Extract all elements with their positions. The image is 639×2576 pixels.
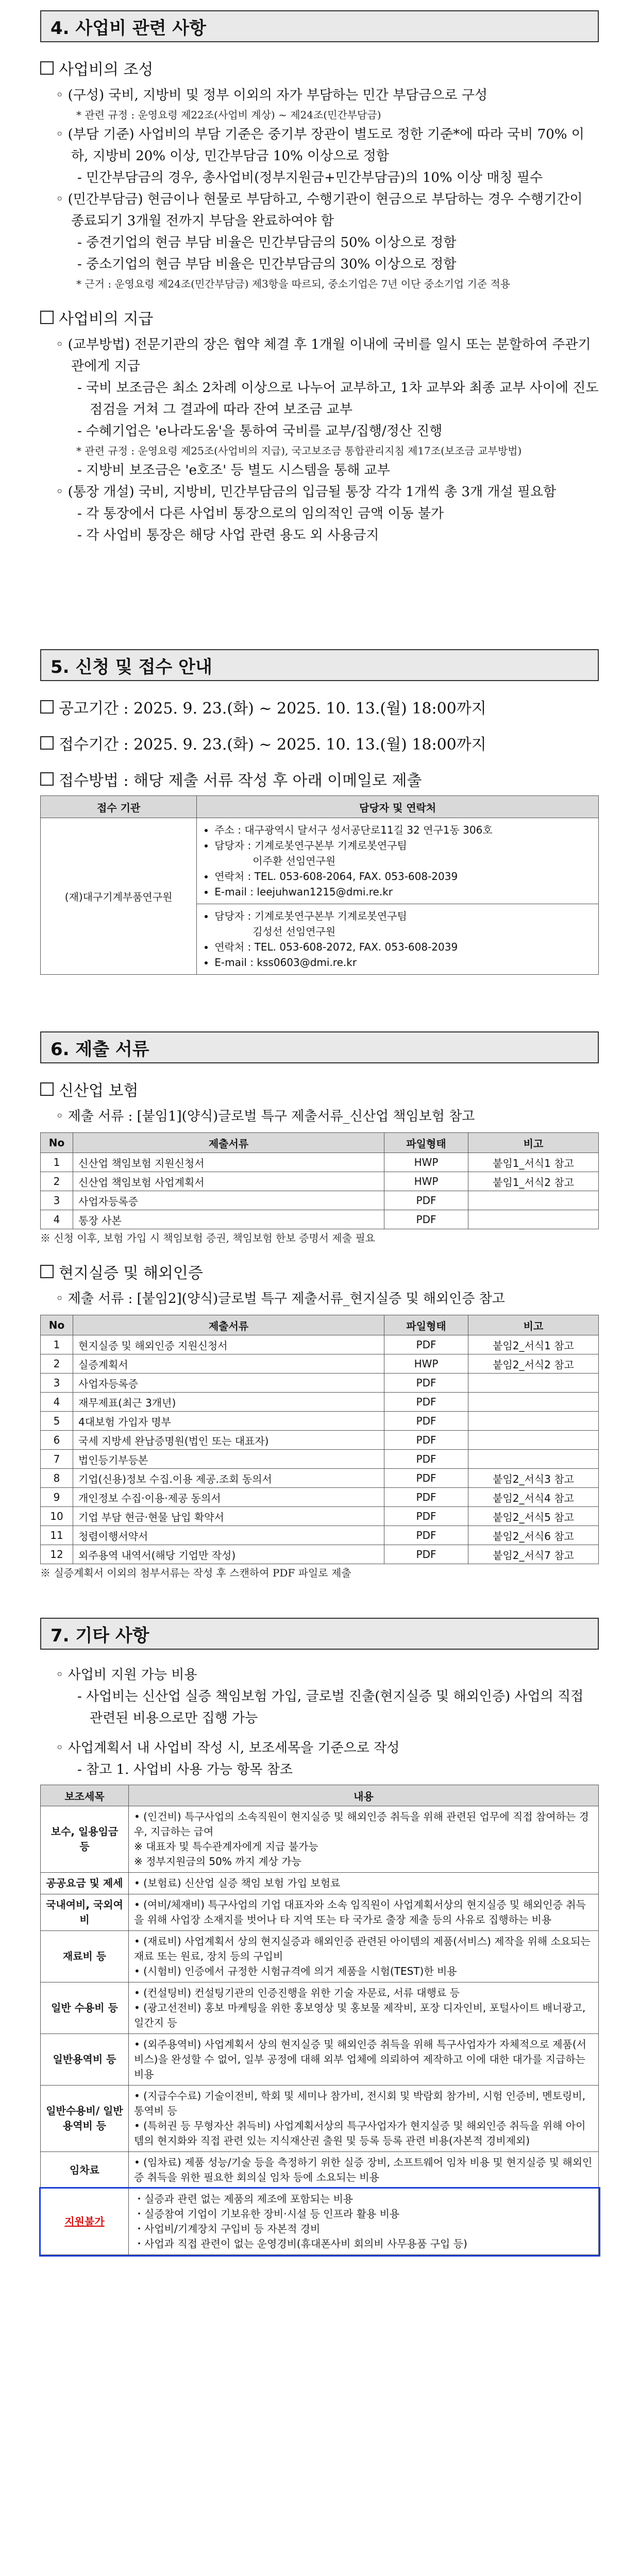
table-cell: 붙임2_서식2 참고	[468, 1354, 599, 1374]
table-cell: 청렴이행서약서	[73, 1526, 384, 1545]
table-row	[41, 1806, 599, 1873]
table-cell: 붙임1_서식2 참고	[468, 1172, 599, 1191]
table-cell: PDF	[384, 1469, 468, 1488]
address: • 주소 : 대구광역시 달서구 성서공단로11길 32 연구1동 306호	[214, 822, 592, 838]
table-cell: 통장 사본	[73, 1210, 384, 1229]
checkbox-square-icon	[40, 700, 54, 714]
table-cell: HWP	[384, 1354, 468, 1374]
table-row	[41, 1894, 599, 1931]
budget-description	[129, 1931, 599, 1982]
table-cell: 붙임2_서식3 참고	[468, 1469, 599, 1488]
table-cell: 붙임2_서식4 참고	[468, 1488, 599, 1507]
note: ※ 신청 이후, 보험 가입 시 책임보험 증권, 책임보험 한보 증명서 제출 필요	[40, 1232, 375, 1244]
table-cell: 4	[41, 1210, 73, 1229]
table-cell: PDF	[384, 1191, 468, 1210]
budget-line: • (외주용역비) 사업계획서 상의 현지실증 및 해외인증 취득을 위해 특구사업자가 자체적으로 제품(서비스)을 완성할 수 없어, 일부 공정에 대해 외부 업체에 의뢰하여 제작하고 이에 대한 대가를 지급하는 비용	[134, 2038, 586, 2080]
budget-category: 국내여비, 국외여비	[41, 1894, 129, 1931]
table-row	[41, 2189, 599, 2255]
table-row	[41, 2034, 599, 2086]
table-header: 담당자 및 연락처	[197, 796, 599, 818]
checkbox-square-icon	[40, 736, 54, 750]
section-7-title: 7. 기타 사항	[51, 1625, 149, 1646]
note: ※ 실증계획서 이외의 첨부서류는 작성 후 스캔하여 PDF 파일로 제출	[40, 1567, 351, 1579]
manager-name: 이주환 선임연구원	[253, 855, 336, 867]
table-cell: PDF	[384, 1210, 468, 1229]
insurance-docs-table	[40, 1132, 599, 1229]
table-cell	[468, 1191, 599, 1210]
table-cell: 신산업 책임보험 지원신청서	[73, 1153, 384, 1172]
budget-line: ※ 정부지원금의 50% 까지 계상 가능	[134, 1855, 301, 1868]
table-row	[41, 1374, 599, 1393]
budget-line: ・실증참여 기업이 기보유한 장비·시설 등 인프라 활용 비용	[134, 2208, 400, 2220]
table-cell: PDF	[384, 1488, 468, 1507]
phone: • 연락처 : TEL. 053-608-2072, FAX. 053-608-2039	[214, 939, 592, 955]
checkbox-square-icon	[40, 311, 54, 324]
paragraph: - 수혜기업은 'e나라도움'을 통하여 국비를 교부/집행/정산 진행	[77, 423, 443, 439]
paragraph: - 참고 1. 사업비 사용 가능 항목 참조	[77, 1762, 293, 1777]
paragraph: - 중견기업의 현금 부담 비율은 민간부담금의 50% 이상으로 정함	[77, 235, 457, 250]
section-6-header	[40, 1031, 599, 1063]
table-cell: 현지실증 및 해외인증 지원신청서	[73, 1335, 384, 1354]
note: * 근거 : 운영요령 제24조(민간부담금) 제3항을 따르되, 중소기업은 7년 이단 중소기업 기준 적용	[76, 278, 511, 290]
paragraph: ◦ (교부방법) 전문기관의 장은 협약 체결 후 1개월 이내에 국비를 일시 또는 분할하여 주관기관에게 지급	[56, 337, 591, 374]
checkbox-square-icon	[40, 1265, 54, 1278]
paragraph: ◦ (민간부담금) 현금이나 현물로 부담하고, 수행기관이 현금으로 부담하는 경우 수행기간이 종료되기 3개월 전까지 부담을 완료하여야 함	[56, 192, 583, 229]
contact-table	[40, 795, 599, 975]
table-cell: PDF	[384, 1412, 468, 1431]
checkbox-square-icon	[40, 772, 54, 786]
table-cell: 2	[41, 1172, 73, 1191]
section-5-header	[40, 649, 599, 681]
table-header: 제출서류	[73, 1315, 384, 1335]
section-7-header	[40, 1618, 599, 1650]
table-row	[41, 1469, 599, 1488]
table-cell: 법인등기부등본	[73, 1450, 384, 1469]
paragraph: - 사업비는 신산업 실증 책임보험 가입, 글로벌 진출(현지실증 및 해외인증) 사업의 직접 관련된 비용으로만 집행 가능	[77, 1689, 584, 1726]
table-cell: 실증계획서	[73, 1354, 384, 1374]
table-cell: 4대보험 가입자 명부	[73, 1412, 384, 1431]
table-cell: 붙임1_서식1 참고	[468, 1153, 599, 1172]
table-cell: 기업(신용)정보 수집.이용 제공.조회 동의서	[73, 1469, 384, 1488]
table-cell: 7	[41, 1450, 73, 1469]
budget-description	[129, 1873, 599, 1894]
application-method: 접수방법 : 해당 제출 서류 작성 후 아래 이메일로 제출	[40, 768, 599, 790]
budget-line: ・사업비/기계장치 구입비 등 자본적 경비	[134, 2223, 321, 2235]
table-cell: PDF	[384, 1450, 468, 1469]
table-cell: 8	[41, 1469, 73, 1488]
budget-category: 일반용역비 등	[41, 2034, 129, 2086]
table-cell: PDF	[384, 1335, 468, 1354]
table-cell: 사업자등록증	[73, 1191, 384, 1210]
checkbox-square-icon	[40, 1082, 54, 1096]
subheading-field-cert: 현지실증 및 해외인증	[40, 1260, 599, 1283]
table-row	[41, 2086, 599, 2152]
note: * 관련 규정 : 운영요령 제25조(사업비의 지급), 국고보조금 통합관리지침 제17조(보조금 교부방법)	[76, 445, 522, 457]
table-row	[41, 2152, 599, 2189]
table-cell: 12	[41, 1545, 73, 1564]
section-4-title: 4. 사업비 관련 사항	[51, 18, 206, 39]
table-row	[41, 1873, 599, 1894]
budget-category: 재료비 등	[41, 1931, 129, 1982]
budget-category: 지원불가	[41, 2189, 129, 2255]
table-header: 비고	[468, 1133, 599, 1153]
email-link[interactable]: • E-mail : kss0603@dmi.re.kr	[214, 955, 592, 970]
table-cell: 11	[41, 1526, 73, 1545]
table-cell: 5	[41, 1412, 73, 1431]
table-cell: 국세 지방세 완납증명원(법인 또는 대표자)	[73, 1431, 384, 1450]
budget-line: • (임차료) 제품 성능/기술 등을 측정하기 위한 실증 장비, 소프트웨어 임차 비용 및 현지실증 및 해외인증 취득을 위한 필요한 회의실 임차 등에 소요되는 비용	[134, 2156, 593, 2183]
budget-category: 임차료	[41, 2152, 129, 2189]
paragraph: - 민간부담금의 경우, 총사업비(정부지원금+민간부담금)의 10% 이상 매칭 필수	[77, 170, 543, 185]
paragraph: ◦ 사업비 지원 가능 비용	[56, 1667, 197, 1683]
table-row	[41, 1210, 599, 1229]
budget-description	[129, 2034, 599, 2086]
paragraph: ◦ 제출 서류 : [붙임2](양식)글로벌 특구 제출서류_현지실증 및 해외인증 참고	[56, 1291, 505, 1307]
table-cell: 기업 부담 현금·현물 납입 확약서	[73, 1507, 384, 1526]
checkbox-square-icon	[40, 61, 54, 75]
budget-line: • (보험료) 신산업 실증 책임 보험 가입 보험료	[134, 1877, 341, 1889]
table-row	[41, 1931, 599, 1982]
application-period: 접수기간 : 2025. 9. 23.(화) ~ 2025. 10. 13.(월) 18:00까지	[40, 732, 599, 754]
note: * 관련 규정 : 운영요령 제22조(사업비 계상) ~ 제24조(민간부담금)	[76, 109, 381, 121]
table-cell: PDF	[384, 1526, 468, 1545]
table-row	[41, 1335, 599, 1354]
section-6-title: 6. 제출 서류	[51, 1039, 149, 1060]
budget-line: • (여비/체재비) 특구사업의 기업 대표자와 소속 임직원이 사업계획서상의 현지실증 및 해외인증 취득을 위해 사업장 소재지를 벗어나 타 지역 또는 타 국가로 출장 제출 등의 사유로 집행하는 비용	[134, 1899, 586, 1926]
table-header: 제출서류	[73, 1133, 384, 1153]
subheading-insurance: 신산업 보험	[40, 1078, 599, 1100]
table-cell: 붙임2_서식1 참고	[468, 1335, 599, 1354]
document-page	[40, 10, 599, 2255]
budget-items-table	[40, 1785, 599, 2255]
table-cell: 사업자등록증	[73, 1374, 384, 1393]
table-cell: 2	[41, 1354, 73, 1374]
table-row	[41, 1191, 599, 1210]
table-cell: 4	[41, 1393, 73, 1412]
paragraph: ◦ (통장 개설) 국비, 지방비, 민간부담금의 입금될 통장 각각 1개씩 총 3개 개설 필요함	[56, 484, 557, 500]
table-row	[41, 1545, 599, 1564]
table-cell: 9	[41, 1488, 73, 1507]
table-cell: HWP	[384, 1172, 468, 1191]
manager: • 담당자 : 기계로봇연구본부 기계로봇연구팀	[214, 838, 592, 853]
table-cell: PDF	[384, 1545, 468, 1564]
table-cell: 3	[41, 1374, 73, 1393]
budget-line: ※ 대표자 및 특수관계자에게 지급 불가능	[134, 1840, 318, 1853]
contact-cell	[197, 904, 599, 975]
budget-description	[129, 2189, 599, 2255]
budget-line: • (광고선전비) 홍보 마케팅을 위한 홍보영상 및 홍보물 제작비, 포장 디자인비, 포털사이트 배너광고, 일간지 등	[134, 2002, 586, 2029]
budget-description	[129, 2086, 599, 2152]
table-cell: 6	[41, 1431, 73, 1450]
table-row	[41, 1412, 599, 1431]
table-cell	[468, 1412, 599, 1431]
budget-description	[129, 1894, 599, 1931]
table-cell	[468, 1374, 599, 1393]
table-cell: PDF	[384, 1393, 468, 1412]
table-cell: 신산업 책임보험 사업계획서	[73, 1172, 384, 1191]
table-cell: 재무제표(최근 3개년)	[73, 1393, 384, 1412]
paragraph: ◦ (구성) 국비, 지방비 및 정부 이외의 자가 부담하는 민간 부담금으로 구성	[56, 88, 488, 103]
table-header: No	[41, 1315, 73, 1335]
manager: • 담당자 : 기계로봇연구본부 기계로봇연구팀	[214, 908, 592, 924]
subheading-budget-payment: 사업비의 지급	[40, 306, 599, 329]
budget-line: • (지급수수료) 기술이전비, 학회 및 세미나 참가비, 전시회 및 박람회 참가비, 시험 인증비, 멘토링비, 통역비 등	[134, 2090, 585, 2117]
table-cell	[468, 1210, 599, 1229]
budget-line: • (인건비) 특구사업의 소속직원이 현지실증 및 해외인증 취득을 위해 관련된 업무에 직접 참여하는 경우, 지급하는 급여	[134, 1810, 589, 1838]
table-header: 파일형태	[384, 1315, 468, 1335]
table-cell: 붙임2_서식6 참고	[468, 1526, 599, 1545]
contact-cell	[197, 818, 599, 904]
paragraph: - 국비 보조금은 최소 2차례 이상으로 나누어 교부하고, 1차 교부와 최종 교부 사이에 진도점검을 거쳐 그 결과에 따라 잔여 보조금 교부	[77, 380, 599, 417]
table-header: No	[41, 1133, 73, 1153]
budget-line: ・사업과 직접 관련이 없는 운영경비(휴대폰사비 회의비 사무용품 구입 등)	[134, 2238, 467, 2250]
budget-line: • (재료비) 사업계획서 상의 현지실증과 해외인증 관련된 아이템의 제품(서비스) 제작을 위해 소요되는 재료 또는 원료, 장치 등의 구입비	[134, 1935, 591, 1962]
paragraph: ◦ 제출 서류 : [붙임1](양식)글로벌 특구 제출서류_신산업 책임보험 참고	[56, 1109, 475, 1124]
paragraph: - 각 통장에서 다른 사업비 통장으로의 임의적인 금액 이동 불가	[77, 506, 444, 521]
table-header: 접수 기관	[41, 796, 197, 818]
paragraph: - 각 사업비 통장은 해당 사업 관련 용도 외 사용금지	[77, 528, 379, 543]
subheading-budget-composition: 사업비의 조성	[40, 57, 599, 79]
table-row	[41, 1488, 599, 1507]
table-cell	[468, 1393, 599, 1412]
paragraph: - 지방비 보조금은 'e호조' 등 별도 시스템을 통해 교부	[77, 463, 390, 478]
budget-description	[129, 1806, 599, 1873]
budget-category: 일반 수용비 등	[41, 1982, 129, 2034]
table-header: 비고	[468, 1315, 599, 1335]
table-header: 보조세목	[41, 1785, 129, 1806]
table-row	[41, 1172, 599, 1191]
org-name: (재)대구기계부품연구원	[41, 818, 197, 975]
table-cell: 붙임2_서식5 참고	[468, 1507, 599, 1526]
table-cell: 10	[41, 1507, 73, 1526]
table-cell	[468, 1450, 599, 1469]
budget-category: 공공요금 및 제세	[41, 1873, 129, 1894]
table-row	[41, 1507, 599, 1526]
budget-category: 일반수용비/ 일반용역비 등	[41, 2086, 129, 2152]
table-header: 내용	[129, 1785, 599, 1806]
table-cell: PDF	[384, 1431, 468, 1450]
table-cell: PDF	[384, 1507, 468, 1526]
budget-category: 보수, 일용임금 등	[41, 1806, 129, 1873]
table-row	[41, 1450, 599, 1469]
table-row	[41, 1526, 599, 1545]
section-5-title: 5. 신청 및 접수 안내	[51, 656, 212, 677]
notice-period: 공고기간 : 2025. 9. 23.(화) ~ 2025. 10. 13.(월) 18:00까지	[40, 696, 599, 718]
field-cert-docs-table	[40, 1315, 599, 1564]
table-row	[41, 1354, 599, 1374]
paragraph: ◦ (부담 기준) 사업비의 부담 기준은 중기부 장관이 별도로 정한 기준*에 따라 국비 70% 이하, 지방비 20% 이상, 민간부담금 10% 이상으로 정함	[56, 127, 584, 164]
table-row	[41, 1431, 599, 1450]
table-cell: HWP	[384, 1153, 468, 1172]
section-4-header	[40, 10, 599, 42]
table-cell: 1	[41, 1153, 73, 1172]
table-cell: PDF	[384, 1374, 468, 1393]
manager-name: 김성선 선임연구원	[253, 925, 336, 938]
budget-line: • (특허권 등 무형자산 취득비) 사업계획서상의 특구사업자가 현지실증 및 해외인증 취득을 위해 아이템의 현지화와 직접 관련 있는 지식재산권 출원 및 등록 등록 관련 비용(자본적 경비제외)	[134, 2120, 586, 2147]
budget-line: • (컨설팅비) 컨설팅기관의 인증진행을 위한 기술 자문료, 서류 대행료 등	[134, 1987, 460, 1999]
table-cell: 1	[41, 1335, 73, 1354]
budget-line: • (시험비) 인증에서 규정한 시험규격에 의거 제품을 시험(TEST)한 비용	[134, 1965, 457, 1977]
table-header: 파일형태	[384, 1133, 468, 1153]
budget-description	[129, 2152, 599, 2189]
paragraph: - 중소기업의 현금 부담 비율은 민간부담금의 30% 이상으로 정함	[77, 257, 457, 272]
table-cell: 3	[41, 1191, 73, 1210]
table-cell: 개인정보 수집·이용·제공 동의서	[73, 1488, 384, 1507]
paragraph: ◦ 사업계획서 내 사업비 작성 시, 보조세목을 기준으로 작성	[56, 1740, 400, 1756]
table-row	[41, 1393, 599, 1412]
email-link[interactable]: • E-mail : leejuhwan1215@dmi.re.kr	[214, 884, 592, 900]
budget-description	[129, 1982, 599, 2034]
table-cell: 외주용역 내역서(해당 기업만 작성)	[73, 1545, 384, 1564]
table-cell: 붙임2_서식7 참고	[468, 1545, 599, 1564]
table-row	[41, 1982, 599, 2034]
phone: • 연락처 : TEL. 053-608-2064, FAX. 053-608-2039	[214, 869, 592, 884]
table-row	[41, 1153, 599, 1172]
table-cell	[468, 1431, 599, 1450]
budget-line: ・실증과 관련 없는 제품의 제조에 포함되는 비용	[134, 2193, 354, 2205]
